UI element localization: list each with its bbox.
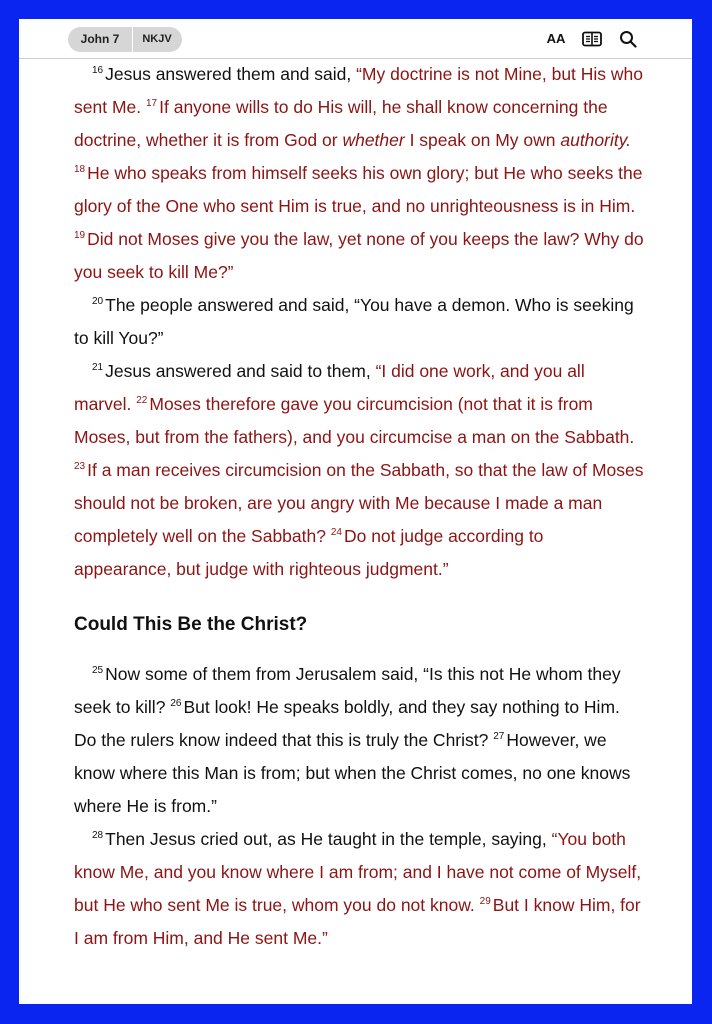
verse-19-text: Did not Moses give you the law, yet none of you keeps the law? Why do you seek to kill Me?”	[74, 229, 644, 282]
verse-23-text: If a man receives circumcision on the Sabbath, so that the law of Moses should not be broken, are you angry with Me because I made a man completely well on the Sabbath?	[74, 460, 644, 546]
search-icon[interactable]	[617, 28, 639, 50]
paragraph-16-19	[74, 58, 644, 289]
paragraph-28-29	[74, 823, 644, 955]
reader-page	[19, 19, 692, 1004]
section-heading: Could This Be the Christ?	[74, 614, 308, 635]
verse-28-intro: Then Jesus cried out, as He taught in the temple, saying,	[105, 829, 552, 849]
book-chapter-button[interactable]: John 7	[80, 32, 120, 46]
verse-number[interactable]: 19	[74, 230, 86, 242]
paragraph-20	[74, 289, 644, 355]
verse-16-words-of-christ: “My doctrine is not Mine, but His who sent Me.	[74, 64, 644, 117]
verse-number[interactable]: 25	[92, 665, 104, 677]
verse-number[interactable]: 17	[146, 98, 158, 110]
verse-16-intro: Jesus answered them and said,	[105, 64, 357, 84]
paragraph-21-24	[74, 355, 644, 586]
paragraph-25-27	[74, 658, 644, 823]
verse-17-part-b: I speak on My own	[404, 130, 561, 150]
verse-28-words-of-christ: “You both know Me, and you know where I am from; and I have not come of Myself, but He who sent Me is true, whom you do not know.	[74, 829, 642, 915]
toolbar	[19, 19, 692, 59]
verse-number[interactable]: 24	[330, 527, 342, 539]
verse-25-text: Now some of them from Jerusalem said, “Is this not He whom they seek to kill?	[74, 664, 621, 717]
verse-29-text: But I know Him, for I am from Him, and He sent Me.”	[74, 895, 641, 948]
verse-number[interactable]: 23	[74, 461, 86, 473]
verse-22-text: Moses therefore gave you circumcision (not that it is from Moses, but from the fathers), and you circumcise a man on the Sabbath.	[74, 394, 635, 447]
verse-number[interactable]: 29	[479, 896, 491, 908]
book-layout-icon[interactable]	[581, 28, 603, 50]
verse-20-text: The people answered and said, “You have a demon. Who is seeking to kill You?”	[74, 295, 634, 348]
verse-26-text: But look! He speaks boldly, and they say nothing to Him. Do the rulers know indeed that this is truly the Christ?	[74, 697, 620, 750]
verse-number[interactable]: 18	[74, 164, 86, 176]
toolbar-icons	[545, 28, 639, 50]
font-size-icon[interactable]: AA	[546, 31, 566, 46]
chapter-version-selector	[68, 27, 182, 52]
verse-21-words-of-christ: “I did one work, and you all marvel.	[74, 361, 585, 414]
chapter-text	[74, 58, 644, 955]
verse-number[interactable]: 27	[493, 731, 505, 743]
verse-number[interactable]: 20	[92, 296, 104, 308]
verse-17-italic-1: whether	[342, 130, 405, 150]
verse-17-italic-2: authority.	[560, 130, 632, 150]
verse-18-text: He who speaks from himself seeks his own glory; but He who seeks the glory of the One who sent Him is true, and no unrighteousness is in Him.	[74, 163, 643, 216]
verse-24-text: Do not judge according to appearance, but judge with righteous judgment.”	[74, 526, 544, 579]
verse-number[interactable]: 16	[92, 65, 104, 77]
verse-number[interactable]: 21	[92, 362, 104, 374]
verse-17-part-a: If anyone wills to do His will, he shall know concerning the doctrine, whether it is from God or	[74, 97, 608, 150]
verse-number[interactable]: 28	[92, 830, 104, 842]
version-button[interactable]: NKJV	[142, 33, 172, 45]
verse-27-text: However, we know where this Man is from; but when the Christ comes, no one knows where He is from.”	[74, 730, 631, 816]
verse-21-intro: Jesus answered and said to them,	[105, 361, 376, 381]
verse-number[interactable]: 22	[136, 395, 148, 407]
verse-number[interactable]: 26	[170, 698, 182, 710]
